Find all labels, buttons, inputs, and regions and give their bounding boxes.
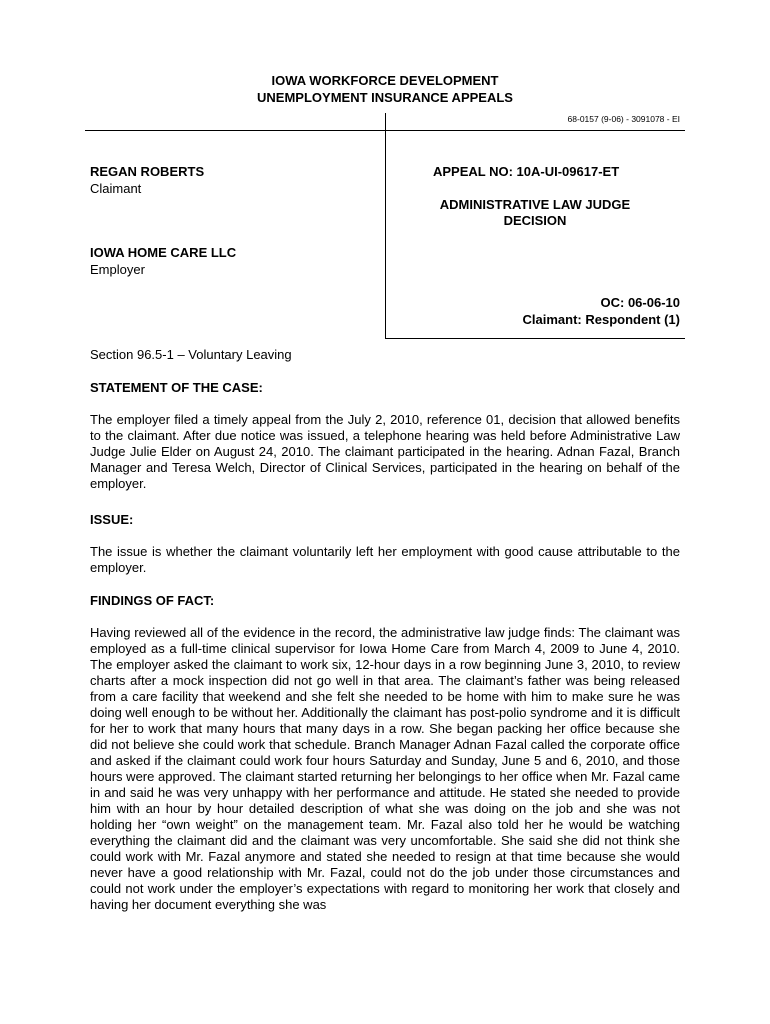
issue-paragraph: The issue is whether the claimant voluntarily left her employment with good cause attributable to the employer. [90, 544, 680, 575]
statement-paragraph: The employer filed a timely appeal from the July 2, 2010, reference 01, decision that allowed benefits to the claimant. After due notice was issued, a telephone hearing was held before Administrative Law Judge Julie Elder on August 24, 2010. The claimant participated in the hearing. Adnan Fazal, Branch Manager and Teresa Welch, Director of Clinical Services, participated in the hearing on behalf of the employer. [90, 412, 680, 491]
findings-paragraph: Having reviewed all of the evidence in the record, the administrative law judge finds: The claimant was employed as a full-time clinical supervisor for Iowa Home Care from March 4, 2009 to June 4, 2010. The employer asked the claimant to work six, 12-hour days in a row beginning June 3, 2010, to review charts after a mock inspection did not go well in that area. The claimant’s father was being released from a care facility that weekend and she felt she needed to be home with him to make sure he was doing well enough to be without her. Additionally the claimant has post-polio syndrome and it is difficult for her to work that many hours that many days in a row. She began packing her office because she did not believe she could work that schedule. Branch Manager Adnan Fazal called the corporate office and asked if the claimant could work four hours Saturday and Sunday, June 5 and 6, 2010, and those hours were approved. The claimant started returning her belongings to her office when Mr. Fazal came in and said he was very unhappy with her performance and attitude. He stated she needed to provide him with an hour by hour detailed description of what she was doing on the job and she was not holding her “own weight” on the management team. Mr. Fazal also told her he would be watching everything the claimant did and the claimant was very uncomfortable. She said she did not think she could work with Mr. Fazal anymore and stated she needed to resign at that time because she would never have a good relationship with Mr. Fazal, could not do the job under those circumstances and could not work under the employer’s expectations with regard to monitoring her work that closely and having her document everything she was [90, 625, 680, 912]
claimant-name: REGAN ROBERTS [90, 164, 205, 179]
agency-title: IOWA WORKFORCE DEVELOPMENT [271, 73, 499, 88]
form-number: 68-0157 (9-06) - 3091078 - EI [567, 114, 680, 124]
claimant-role: Claimant [90, 181, 142, 196]
decision-subtitle: DECISION [503, 213, 567, 228]
appeal-number: APPEAL NO: 10A-UI-09617-ET [433, 164, 620, 179]
issue-heading: ISSUE: [90, 512, 134, 527]
statement-heading: STATEMENT OF THE CASE: [90, 380, 263, 395]
section-reference: Section 96.5-1 – Voluntary Leaving [90, 347, 292, 362]
oc-date: OC: 06-06-10 [600, 295, 680, 310]
caption-bottom-rule [385, 338, 685, 339]
findings-heading: FINDINGS OF FACT: [90, 593, 215, 608]
claimant-status: Claimant: Respondent (1) [522, 312, 680, 327]
employer-name: IOWA HOME CARE LLC [90, 245, 237, 260]
division-title: UNEMPLOYMENT INSURANCE APPEALS [257, 90, 513, 105]
decision-title: ADMINISTRATIVE LAW JUDGE [439, 197, 631, 212]
caption-divider [385, 113, 386, 339]
employer-role: Employer [90, 262, 145, 277]
